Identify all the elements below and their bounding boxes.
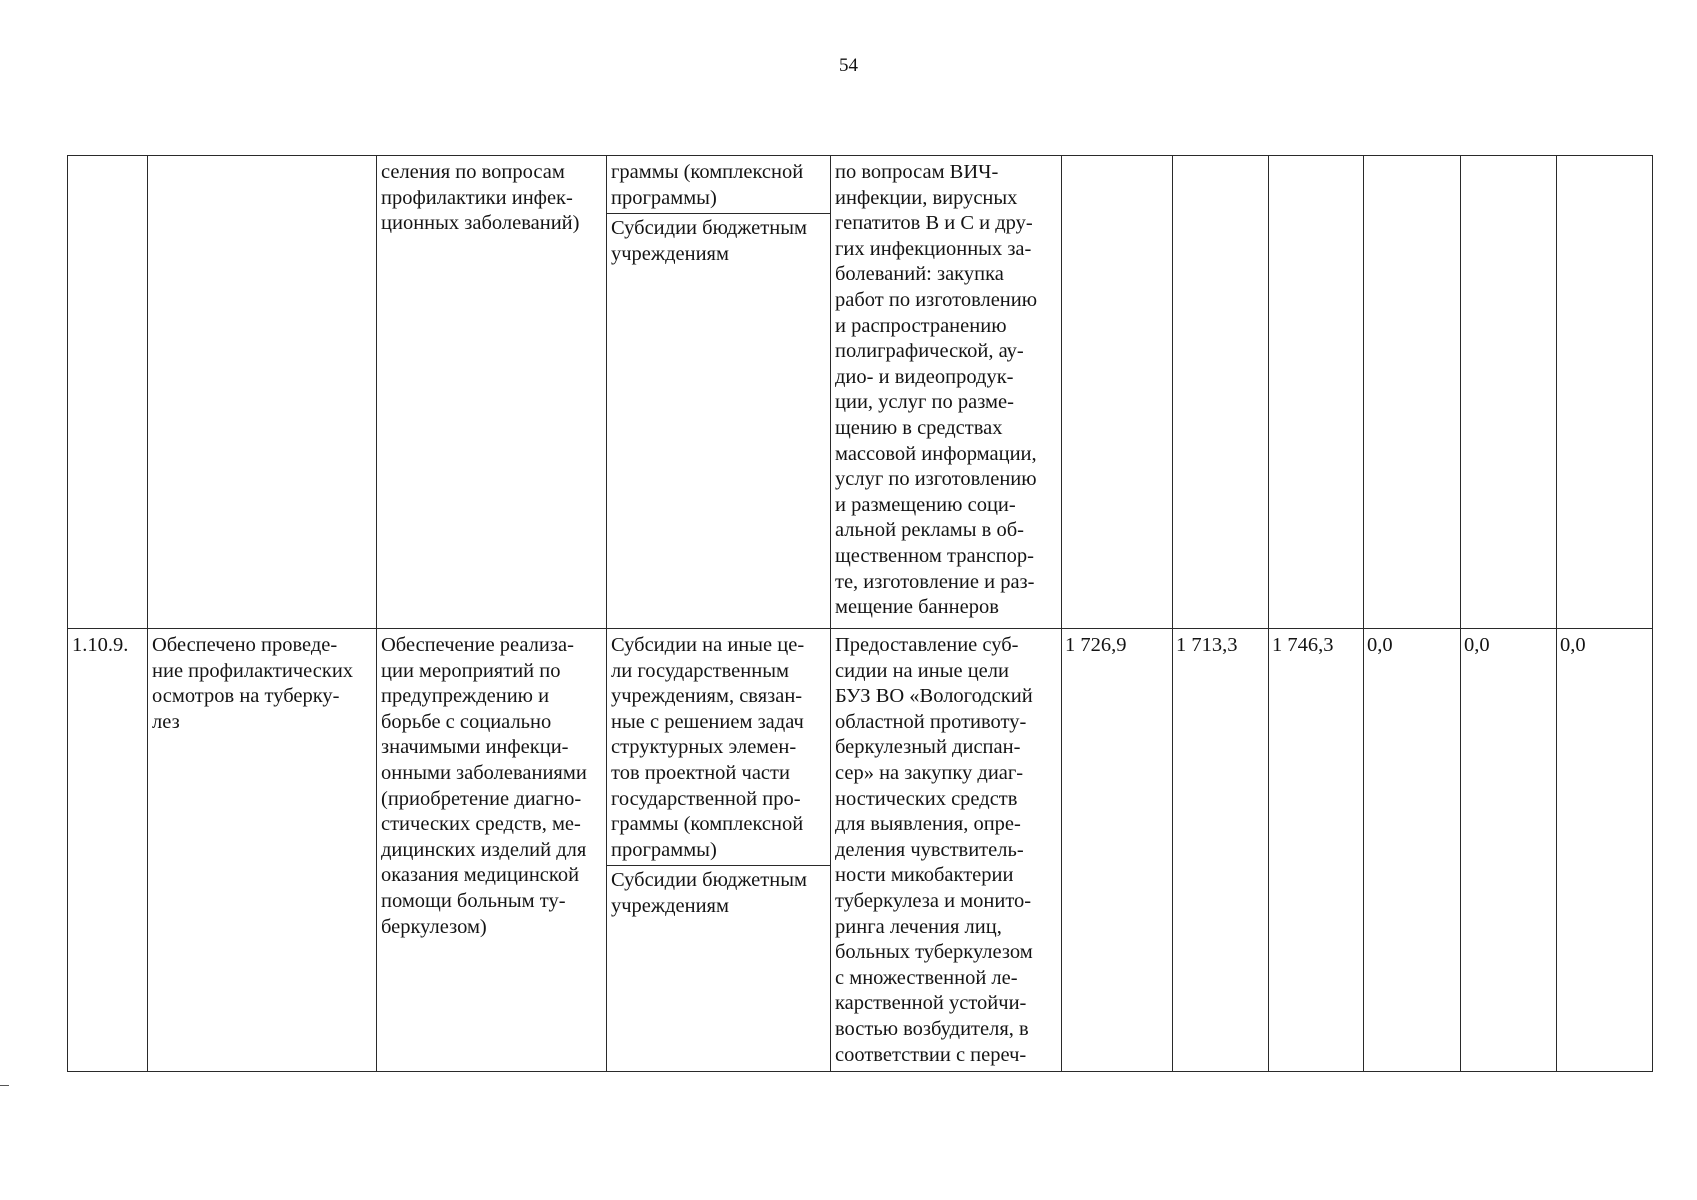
cell-number: 1.10.9. (68, 629, 148, 1072)
cut-mark (0, 1085, 9, 1086)
cell-value-3: 1 746,3 (1269, 629, 1364, 1072)
cell-number (68, 156, 148, 629)
cell-value-1: 1 726,9 (1062, 629, 1173, 1072)
cell-value-6: 0,0 (1557, 629, 1653, 1072)
funding-type-primary: Субсидии на иные це- ли государственным учреждениям, связан- ные с решением задач структурных элемен- тов проектной части государственной про- граммы (комплексной программы) (607, 629, 830, 866)
cell-measure: селения по вопросам профилактики инфек- ционных заболеваний) (377, 156, 607, 629)
cell-value-2: 1 713,3 (1173, 629, 1269, 1072)
cell-funding (607, 156, 831, 629)
cell-value-6 (1557, 156, 1653, 629)
table-row (68, 629, 1653, 1072)
cell-result (148, 156, 377, 629)
cell-value-2 (1173, 156, 1269, 629)
cell-value-4: 0,0 (1364, 629, 1461, 1072)
page-number: 54 (839, 55, 858, 76)
cell-result: Обеспечено проведе- ние профилактических осмотров на туберку- лез (148, 629, 377, 1072)
funding-type-secondary: Субсидии бюджетным учреждениям (611, 869, 807, 917)
cell-description: Предоставление суб- сидии на иные цели БУЗ ВО «Вологодский областной противоту- беркулезный диспан- сер» на закупку диаг- ностических средств для выявления, опре- деления чувствитель- ности микобактерии туберкулеза и монито- ринга лечения лиц, больных туберкулезом с множественной ле- карственной устойчи- востью возбудителя, в соответствии с переч- (831, 629, 1062, 1072)
table-row (68, 156, 1653, 629)
cell-value-1 (1062, 156, 1173, 629)
cell-measure: Обеспечение реализа- ции мероприятий по предупреждению и борьбе с социально значимыми инфекци- онными заболеваниями (приобретение диагно- стических средств, ме- дицинских изделий для оказания медицинской помощи больным ту- беркулезом) (377, 629, 607, 1072)
cell-funding (607, 629, 831, 1072)
funding-type-secondary: Субсидии бюджетным учреждениям (611, 217, 807, 265)
funding-type-primary: граммы (комплексной программы) (607, 156, 830, 214)
cell-value-4 (1364, 156, 1461, 629)
cell-description: по вопросам ВИЧ- инфекции, вирусных гепатитов В и С и дру- гих инфекционных за- болеваний: закупка работ по изготовлению и распространению полиграфической, ау- дио- и видеопродук- ции, услуг по разме- щению в средствах массовой информации, услуг по изготовлению и размещению соци- альной рекламы в об- щественном транспор- те, изготовление и раз- мещение баннеров (831, 156, 1062, 629)
cell-value-5 (1461, 156, 1557, 629)
cell-value-5: 0,0 (1461, 629, 1557, 1072)
cell-value-3 (1269, 156, 1364, 629)
budget-table (67, 155, 1653, 1072)
